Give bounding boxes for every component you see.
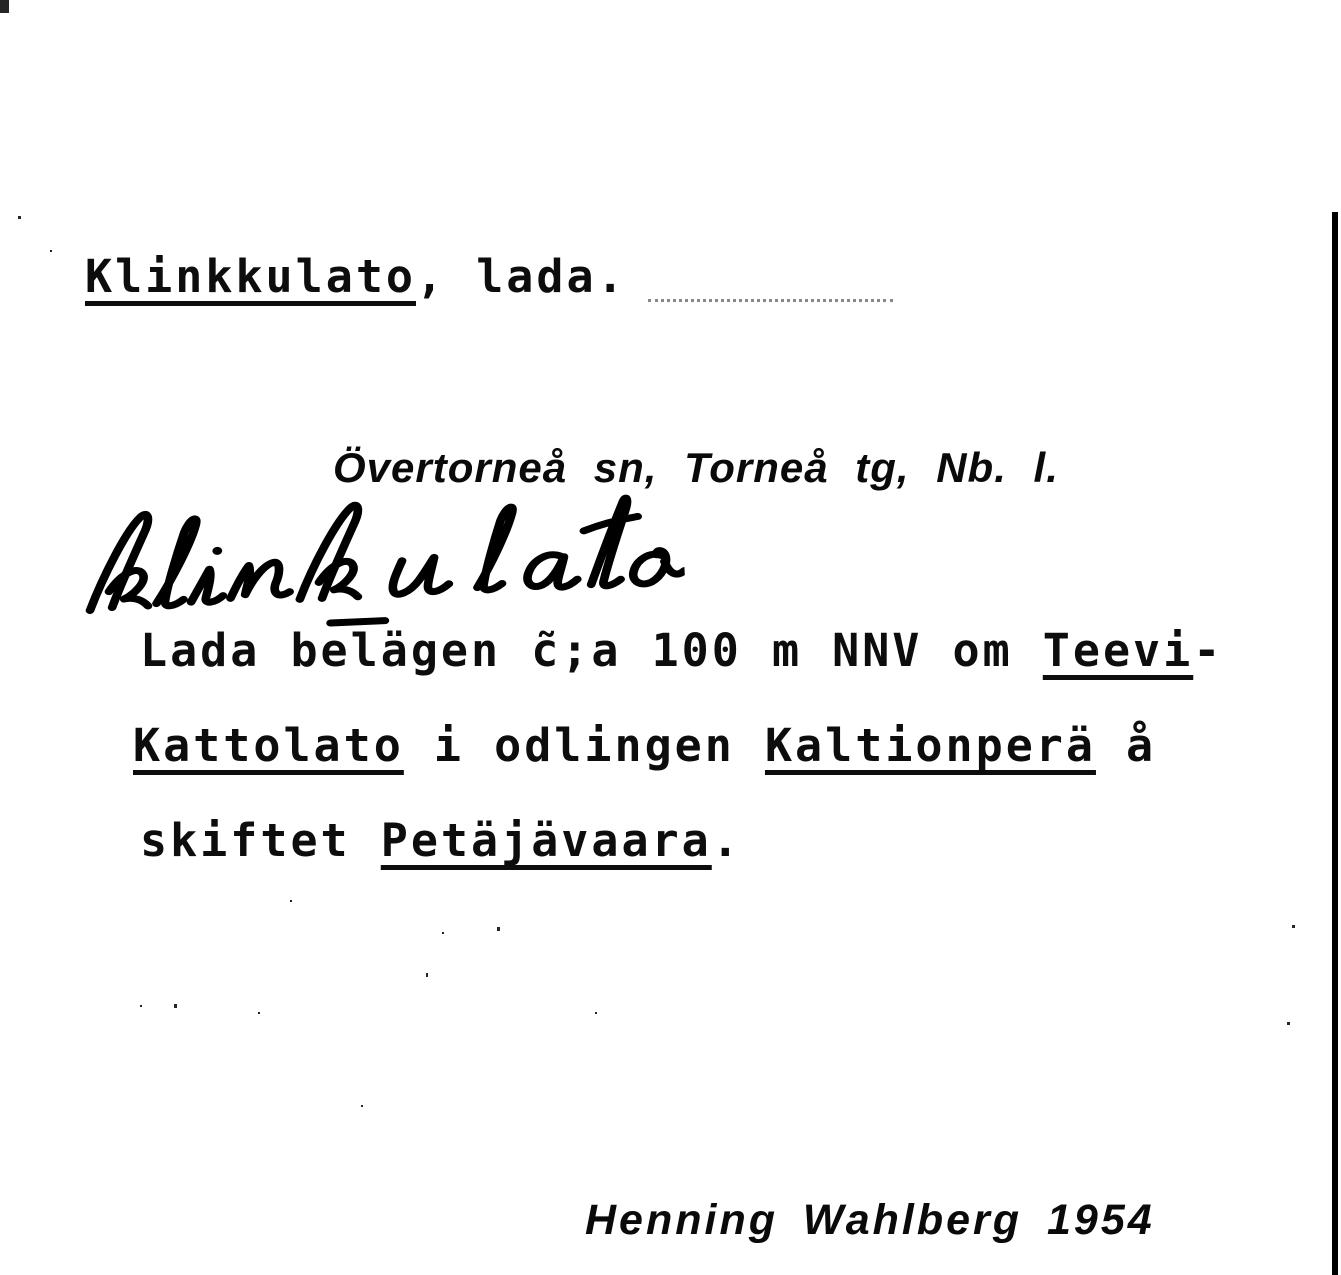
- scan-speck: [18, 216, 21, 219]
- underlined-name-teevi: Teevi: [1042, 624, 1194, 677]
- headword-suffix: , lada.: [416, 250, 627, 303]
- scan-speck: [140, 1005, 142, 1007]
- headword: Klinkkulato: [85, 250, 417, 303]
- scan-speck: [442, 932, 444, 934]
- scan-speck: [174, 1004, 177, 1008]
- district-stamp: Övertorneå sn, Torneå tg, Nb. l.: [333, 444, 1059, 491]
- scan-speck: [1292, 925, 1295, 928]
- body-text: -: [1193, 624, 1224, 677]
- scan-speck: [50, 250, 52, 252]
- dotted-ruling-line: [648, 299, 893, 302]
- scan-speck: [361, 1105, 363, 1107]
- scan-speck: [497, 927, 500, 931]
- headword-line: [85, 250, 627, 304]
- body-text: .: [711, 814, 742, 867]
- scan-speck: [290, 900, 292, 902]
- body-text: Lada belägen c̃;a 100 m NNV om: [140, 624, 1043, 677]
- scan-speck: [1287, 1022, 1290, 1025]
- card-edge-line: [1332, 212, 1338, 1275]
- scan-speck: [0, 0, 9, 13]
- underlined-name-kaltionpera: Kaltionperä: [764, 719, 1096, 772]
- underlined-name-kattolato: Kattolato: [133, 719, 404, 772]
- scan-speck: [426, 973, 428, 977]
- scan-speck: [595, 1012, 597, 1014]
- k-diacritic-underline: [331, 621, 385, 623]
- handwritten-dialect-form: [63, 481, 687, 648]
- underlined-name-petajavaara: Petäjävaara: [380, 814, 712, 867]
- body-text: skiftet: [140, 814, 381, 867]
- collector-stamp: Henning Wahlberg 1954: [585, 1196, 1155, 1244]
- body-line-1: [140, 624, 1223, 678]
- body-text: i odlingen: [403, 719, 765, 772]
- body-line-2: [133, 719, 1156, 773]
- body-line-3: [140, 814, 742, 868]
- body-text: å: [1095, 719, 1157, 772]
- scan-speck: [258, 1012, 260, 1014]
